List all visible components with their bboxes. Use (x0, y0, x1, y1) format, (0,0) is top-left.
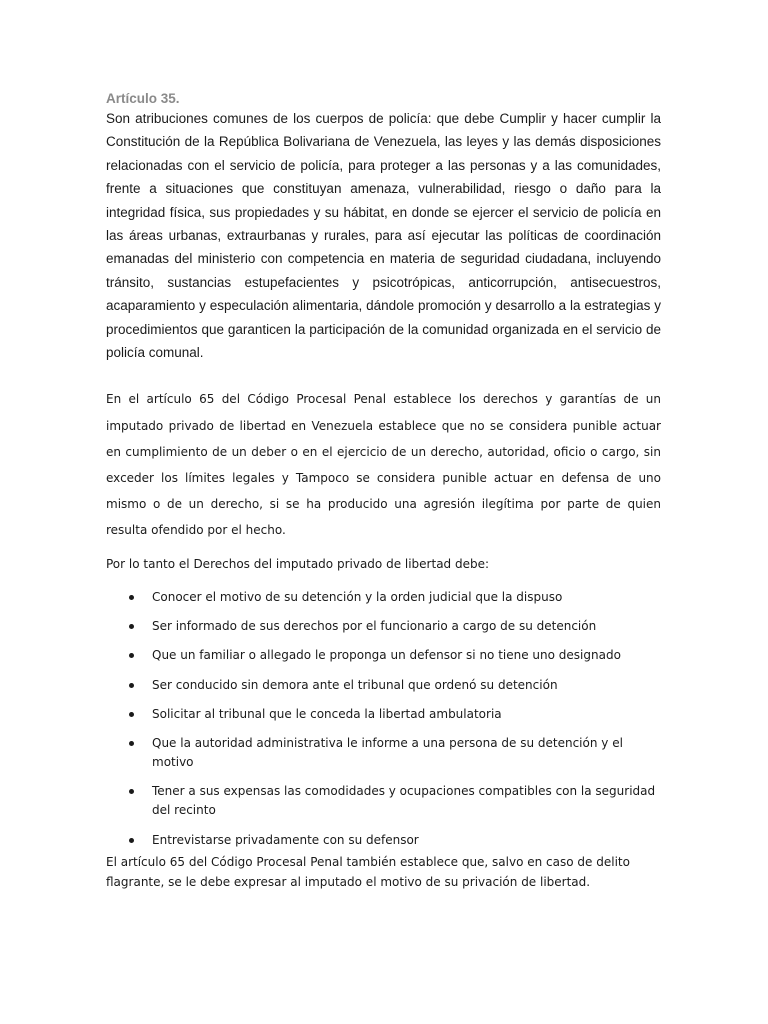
rights-list (106, 588, 661, 850)
list-item-text: Ser informado de sus derechos por el funcionario a cargo de su detención (152, 618, 597, 633)
spacer (106, 544, 661, 554)
list-item-text: Que la autoridad administrativa le informe a una persona de su detención y el motivo (152, 736, 623, 770)
article-heading: Artículo 35. (106, 91, 180, 106)
rights-intro: Por lo tanto el Derechos del imputado privado de libertad debe: (106, 556, 490, 571)
list-item-text: Tener a sus expensas las comodidades y ocupaciones compatibles con la seguridad del recinto (152, 784, 656, 818)
document-page (106, 90, 661, 892)
list-item (106, 782, 661, 820)
bullet-icon (129, 838, 134, 843)
list-item-text: Que un familiar o allegado le proponga un defensor si no tiene uno designado (152, 648, 621, 663)
bullet-icon (129, 595, 134, 600)
closing-paragraph: El artículo 65 del Código Procesal Penal también establece que, salvo en caso de delito flagrante, se le debe expresar al imputado el motivo de su privación de libertad. (106, 854, 630, 889)
article-35-paragraph: Son atribuciones comunes de los cuerpos de policía: que debe Cumplir y hacer cumplir la Constitución de la República Bolivariana de Venezuela, las leyes y las demás disposiciones relacionadas con el servicio de policía, para proteger a las personas y a las comunidades, frente a situaciones que constituyan amenaza, vulnerabilidad, riesgo o daño para la integridad física, sus propiedades y su hábitat, en donde se ejercer el servicio de policía en las áreas urbanas, extraurbanas y rurales, para así ejecutar las políticas de coordinación emanadas del ministerio con competencia en materia de seguridad ciudadana, incluyendo tránsito, sustancias estupefacientes y psicotrópicas, anticorrupción, antisecuestros, acaparamiento y especulación alimentaria, dándole promoción y desarrollo a la estrategias y procedimientos que garanticen la participación de la comunidad organizada en el servicio de policía comunal. (106, 111, 661, 361)
list-item (106, 705, 661, 724)
codigo-paragraph: En el artículo 65 del Código Procesal Penal establece los derechos y garantías de un imputado privado de libertad en Venezuela establece que no se considera punible actuar en cumplimiento de un deber o en el ejercicio de un derecho, autoridad, oficio o cargo, sin exceder los límites legales y Tampoco se considera punible actuar en defensa de uno mismo o de un derecho, si se ha producido una agresión ilegítima por parte de quien resulta ofendido por el hecho. (106, 392, 661, 538)
list-item (106, 734, 661, 772)
spacer (106, 364, 661, 386)
list-item-text: Conocer el motivo de su detención y la orden judicial que la dispuso (152, 589, 563, 604)
spacer (106, 574, 661, 588)
list-item-text: Ser conducido sin demora ante el tribunal que ordenó su detención (152, 677, 558, 692)
bullet-icon (129, 789, 134, 794)
list-item (106, 831, 661, 850)
bullet-icon (129, 741, 134, 746)
list-item (106, 646, 661, 665)
bullet-icon (129, 653, 134, 658)
bullet-icon (129, 624, 134, 629)
list-item (106, 676, 661, 695)
bullet-icon (129, 683, 134, 688)
list-item (106, 588, 661, 607)
bullet-icon (129, 712, 134, 717)
list-item-text: Entrevistarse privadamente con su defensor (152, 832, 419, 847)
list-item (106, 617, 661, 636)
list-item-text: Solicitar al tribunal que le conceda la libertad ambulatoria (152, 706, 502, 721)
